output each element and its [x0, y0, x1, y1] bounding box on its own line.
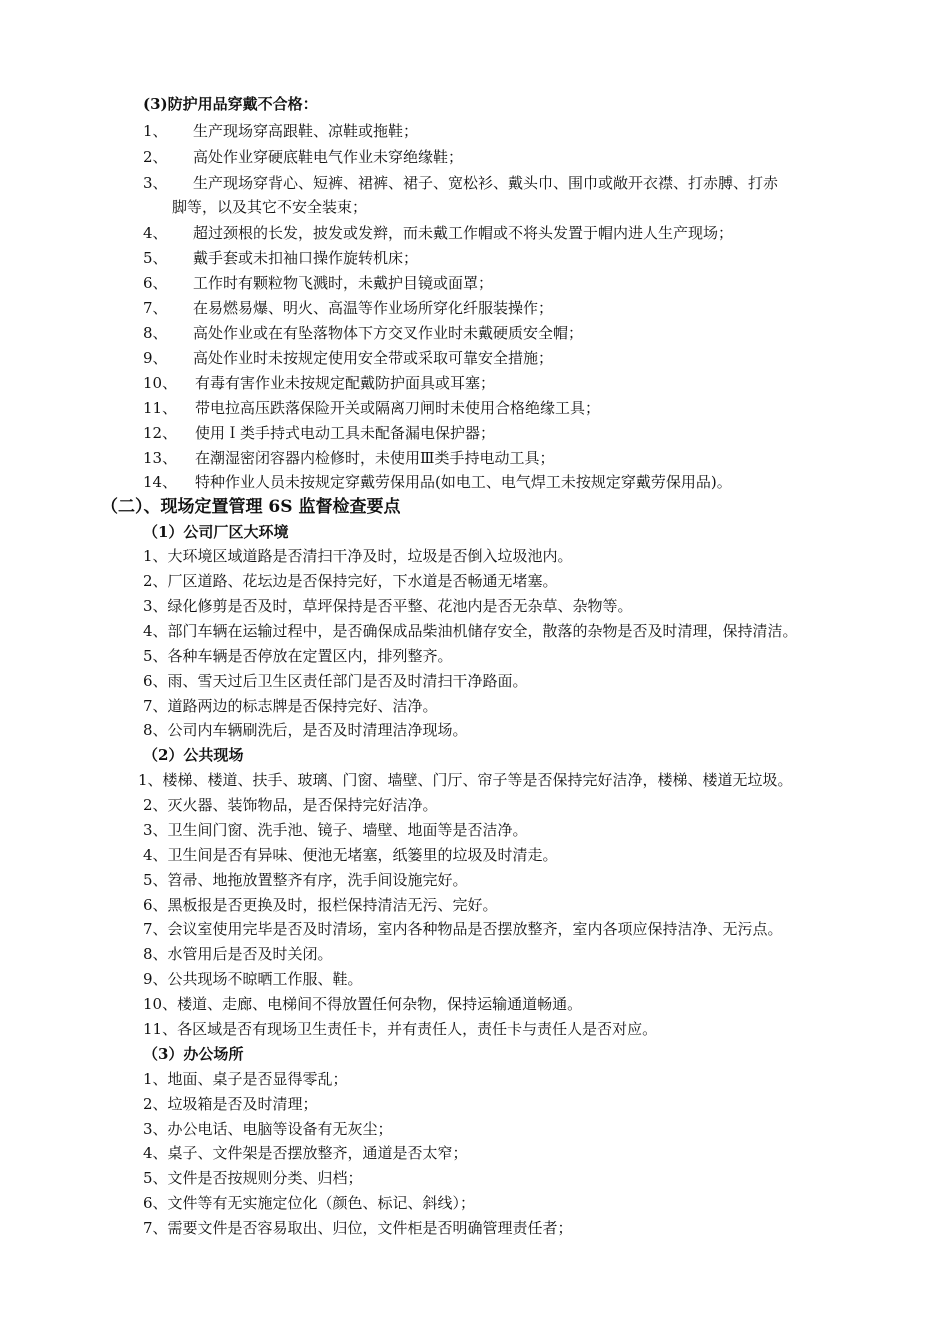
item-text: 高处作业穿硬底鞋电气作业未穿绝缘鞋；: [193, 148, 464, 166]
item-text: 超过颈根的长发，披发或发辫，而未戴工作帽或不将头发置于帽内进人生产现场；: [193, 224, 734, 242]
list-item: [143, 223, 733, 243]
list-item: 6、文件等有无实施定位化（颜色、标记、斜线）；: [143, 1194, 476, 1212]
list-item: 5、笤帚、地拖放置整齐有序，洗手间设施完好。: [143, 871, 468, 889]
list-item: 3、卫生间门窗、洗手池、镜子、墙壁、地面等是否洁净。: [143, 821, 528, 839]
item-number: 13、: [143, 449, 178, 467]
item-text: 高处作业时未按规定使用安全带或采取可靠安全措施；: [193, 349, 554, 367]
item-text: 带电拉高压跌落保险开关或隔离刀闸时未使用合格绝缘工具；: [195, 399, 601, 417]
list-item: 5、文件是否按规则分类、归档；: [143, 1169, 363, 1187]
subsection-heading-plant-area: （1）公司厂区大环境: [143, 523, 289, 541]
list-item: [143, 472, 732, 492]
list-item: 1、地面、桌子是否显得零乱；: [143, 1070, 348, 1088]
item-text: 使用Ｉ类手持式电动工具未配备漏电保护器；: [195, 424, 496, 442]
list-item-continuation: 脚等，以及其它不安全装束；: [172, 198, 368, 216]
list-item: [143, 448, 554, 468]
list-item: [143, 147, 463, 167]
item-number: 14、: [143, 473, 178, 491]
list-item: 3、绿化修剪是否及时，草坪保持是否平整、花池内是否无杂草、杂物等。: [143, 597, 633, 615]
list-item: 4、桌子、文件架是否摆放整齐，通道是否太窄；: [143, 1144, 468, 1162]
list-item: [143, 273, 493, 293]
item-text: 在易燃易爆、明火、高温等作业场所穿化纤服装操作；: [193, 299, 554, 317]
list-item: 4、部门车辆在运输过程中，是否确保成品柴油机储存安全，散落的杂物是否及时清理，保持清洁。: [143, 622, 798, 640]
item-text: 在潮湿密闭容器内检修时，未使用Ⅲ类手持电动工具；: [195, 449, 555, 467]
item-number: 2、: [143, 148, 168, 166]
list-item: 2、垃圾箱是否及时清理；: [143, 1095, 318, 1113]
list-item: 1、楼梯、楼道、扶手、玻璃、门窗、墙壁、门厅、帘子等是否保持完好洁净，楼梯、楼道无垃圾。: [138, 771, 793, 789]
list-item: 7、需要文件是否容易取出、归位，文件柜是否明确管理责任者；: [143, 1219, 573, 1237]
item-text: 工作时有颗粒物飞溅时，未戴护目镜或面罩；: [193, 274, 494, 292]
section-heading-6s: （二）、现场定置管理 6S 监督检查要点: [101, 497, 401, 517]
list-item: 8、公司内车辆刷洗后，是否及时清理洁净现场。: [143, 721, 468, 739]
list-item: 1、大环境区域道路是否清扫干净及时，垃圾是否倒入垃圾池内。: [143, 547, 573, 565]
item-number: 7、: [143, 299, 168, 317]
subsection-heading-office: （3）办公场所: [143, 1045, 244, 1063]
list-item: 6、黑板报是否更换及时，报栏保持清洁无污、完好。: [143, 896, 498, 914]
list-item: [143, 248, 418, 268]
list-item: 6、雨、雪天过后卫生区责任部门是否及时清扫干净路面。: [143, 672, 528, 690]
item-text: 戴手套或未扣袖口操作旋转机床；: [193, 249, 419, 267]
item-number: 11、: [143, 399, 178, 417]
item-number: 12、: [143, 424, 178, 442]
item-number: 5、: [143, 249, 168, 267]
section-heading-protective-gear: (3)防护用品穿戴不合格：: [143, 95, 318, 113]
list-item: [143, 373, 495, 393]
list-item: 9、公共现场不晾晒工作服、鞋。: [143, 970, 363, 988]
list-item: 8、水管用后是否及时关闭。: [143, 945, 333, 963]
subsection-heading-public-area: （2）公共现场: [143, 746, 244, 764]
list-item: 11、各区域是否有现场卫生责任卡，并有责任人，责任卡与责任人是否对应。: [143, 1020, 658, 1038]
item-number: 1、: [143, 122, 168, 140]
list-item: 4、卫生间是否有异味、便池无堵塞，纸篓里的垃圾及时清走。: [143, 846, 558, 864]
list-item: 10、楼道、走廊、电梯间不得放置任何杂物，保持运输通道畅通。: [143, 995, 583, 1013]
list-item: 7、道路两边的标志牌是否保持完好、洁净。: [143, 697, 438, 715]
item-text: 生产现场穿高跟鞋、凉鞋或拖鞋；: [193, 122, 419, 140]
list-item: [143, 348, 553, 368]
list-item: [143, 298, 553, 318]
item-number: 9、: [143, 349, 168, 367]
list-item: 2、灭火器、装饰物品，是否保持完好洁净。: [143, 796, 438, 814]
list-item: [143, 121, 418, 141]
list-item: 5、各种车辆是否停放在定置区内，排列整齐。: [143, 647, 453, 665]
item-text: 有毒有害作业未按规定配戴防护面具或耳塞；: [195, 374, 496, 392]
list-item: [143, 173, 778, 193]
list-item: 3、办公电话、电脑等设备有无灰尘；: [143, 1120, 393, 1138]
item-number: 10、: [143, 374, 178, 392]
list-item: [143, 323, 583, 343]
list-item: [143, 398, 600, 418]
item-text: 生产现场穿背心、短裤、裙裤、裙子、宽松衫、戴头巾、围巾或敞开衣襟、打赤膊、打赤: [193, 174, 779, 192]
item-number: 4、: [143, 224, 168, 242]
list-item: 7、会议室使用完毕是否及时清场，室内各种物品是否摆放整齐，室内各项应保持洁净、无污点。: [143, 920, 783, 938]
item-number: 6、: [143, 274, 168, 292]
item-number: 3、: [143, 174, 168, 192]
item-text: 高处作业或在有坠落物体下方交叉作业时未戴硬质安全帽；: [193, 324, 584, 342]
list-item: [143, 423, 495, 443]
list-item: 2、厂区道路、花坛边是否保持完好，下水道是否畅通无堵塞。: [143, 572, 558, 590]
item-number: 8、: [143, 324, 168, 342]
item-text: 特种作业人员未按规定穿戴劳保用品(如电工、电气焊工未按规定穿戴劳保用品)。: [195, 473, 732, 491]
